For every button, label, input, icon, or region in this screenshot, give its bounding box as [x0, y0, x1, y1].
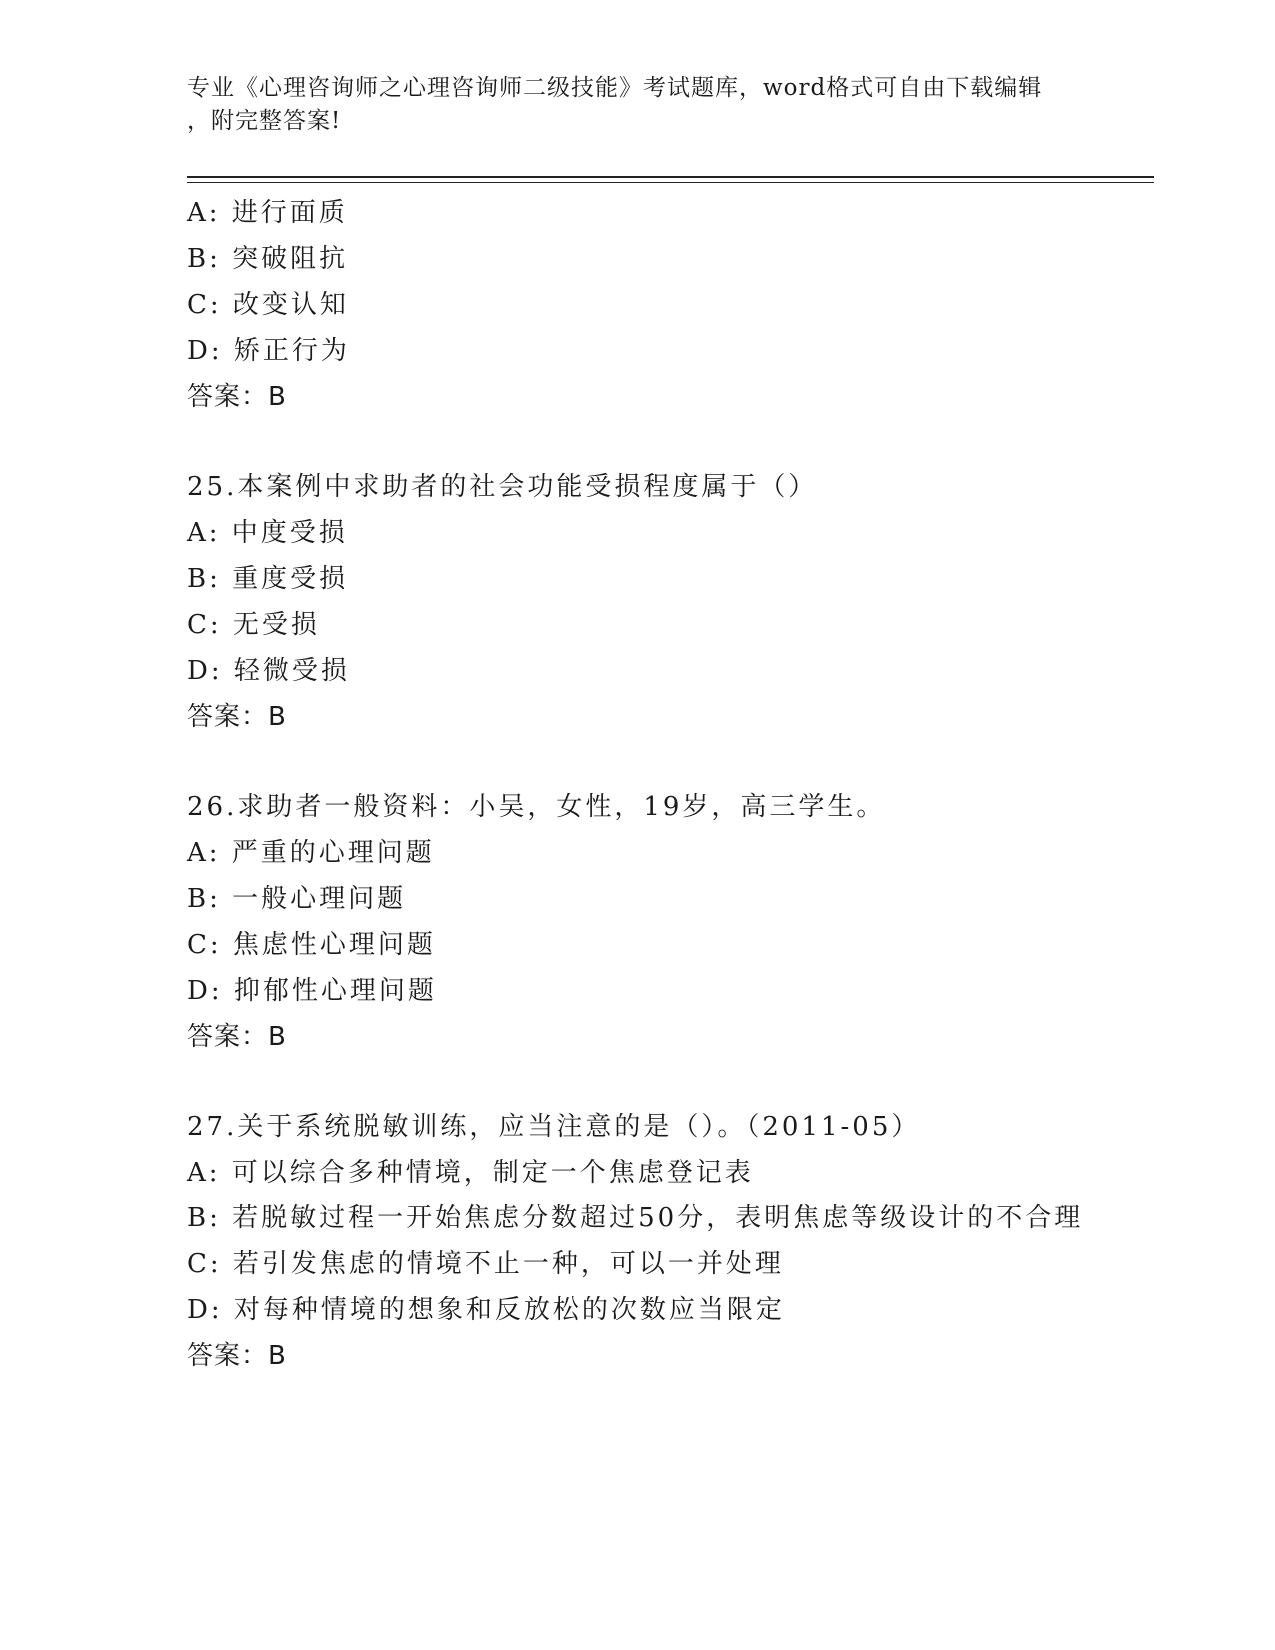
question-25 — [187, 464, 1087, 740]
option-c: C: 焦虑性心理问题 — [187, 930, 436, 960]
answer: 答案：B — [187, 702, 287, 732]
header-line-2: ，附完整答案! — [187, 108, 342, 134]
question-26 — [187, 784, 1087, 1060]
option-a: A: 严重的心理问题 — [187, 838, 435, 868]
option-d: D: 轻微受损 — [187, 656, 350, 686]
option-d: D: 对每种情境的想象和反放松的次数应当限定 — [187, 1295, 785, 1325]
header-line-1: 专业《心理咨询师之心理咨询师二级技能》考试题库，word格式可自由下载编辑 — [187, 75, 1043, 101]
question-stem: 25.本案例中求助者的社会功能受损程度属于（） — [187, 472, 818, 502]
question-stem: 27.关于系统脱敏训练，应当注意的是（）。（2011-05） — [187, 1112, 921, 1142]
document-header — [187, 72, 1067, 138]
option-a: A: 可以综合多种情境，制定一个焦虑登记表 — [187, 1158, 754, 1188]
question-27 — [187, 1104, 1087, 1379]
option-c: C: 若引发焦虑的情境不止一种，可以一并处理 — [187, 1249, 784, 1279]
option-b: B: 若脱敏过程一开始焦虑分数超过50分，表明焦虑等级设计的不合理 — [187, 1203, 1084, 1233]
question-stem: 26.求助者一般资料：小吴，女性，19岁，高三学生。 — [187, 792, 886, 822]
answer: 答案：B — [187, 1022, 287, 1052]
option-b: B: 重度受损 — [187, 564, 349, 594]
option-d: D: 抑郁性心理问题 — [187, 976, 437, 1006]
answer: 答案：B — [187, 1341, 287, 1371]
question-24 — [187, 190, 1087, 420]
option-c: C: 改变认知 — [187, 290, 349, 320]
option-a: A: 进行面质 — [187, 198, 348, 228]
option-b: B: 一般心理问题 — [187, 884, 407, 914]
option-d: D: 矫正行为 — [187, 336, 350, 366]
option-c: C: 无受损 — [187, 610, 320, 640]
header-divider-thick — [187, 176, 1154, 178]
answer: 答案：B — [187, 382, 287, 412]
option-b: B: 突破阻抗 — [187, 244, 349, 274]
question-list — [187, 190, 1087, 1379]
header-divider-thin — [187, 182, 1154, 183]
option-a: A: 中度受损 — [187, 518, 348, 548]
